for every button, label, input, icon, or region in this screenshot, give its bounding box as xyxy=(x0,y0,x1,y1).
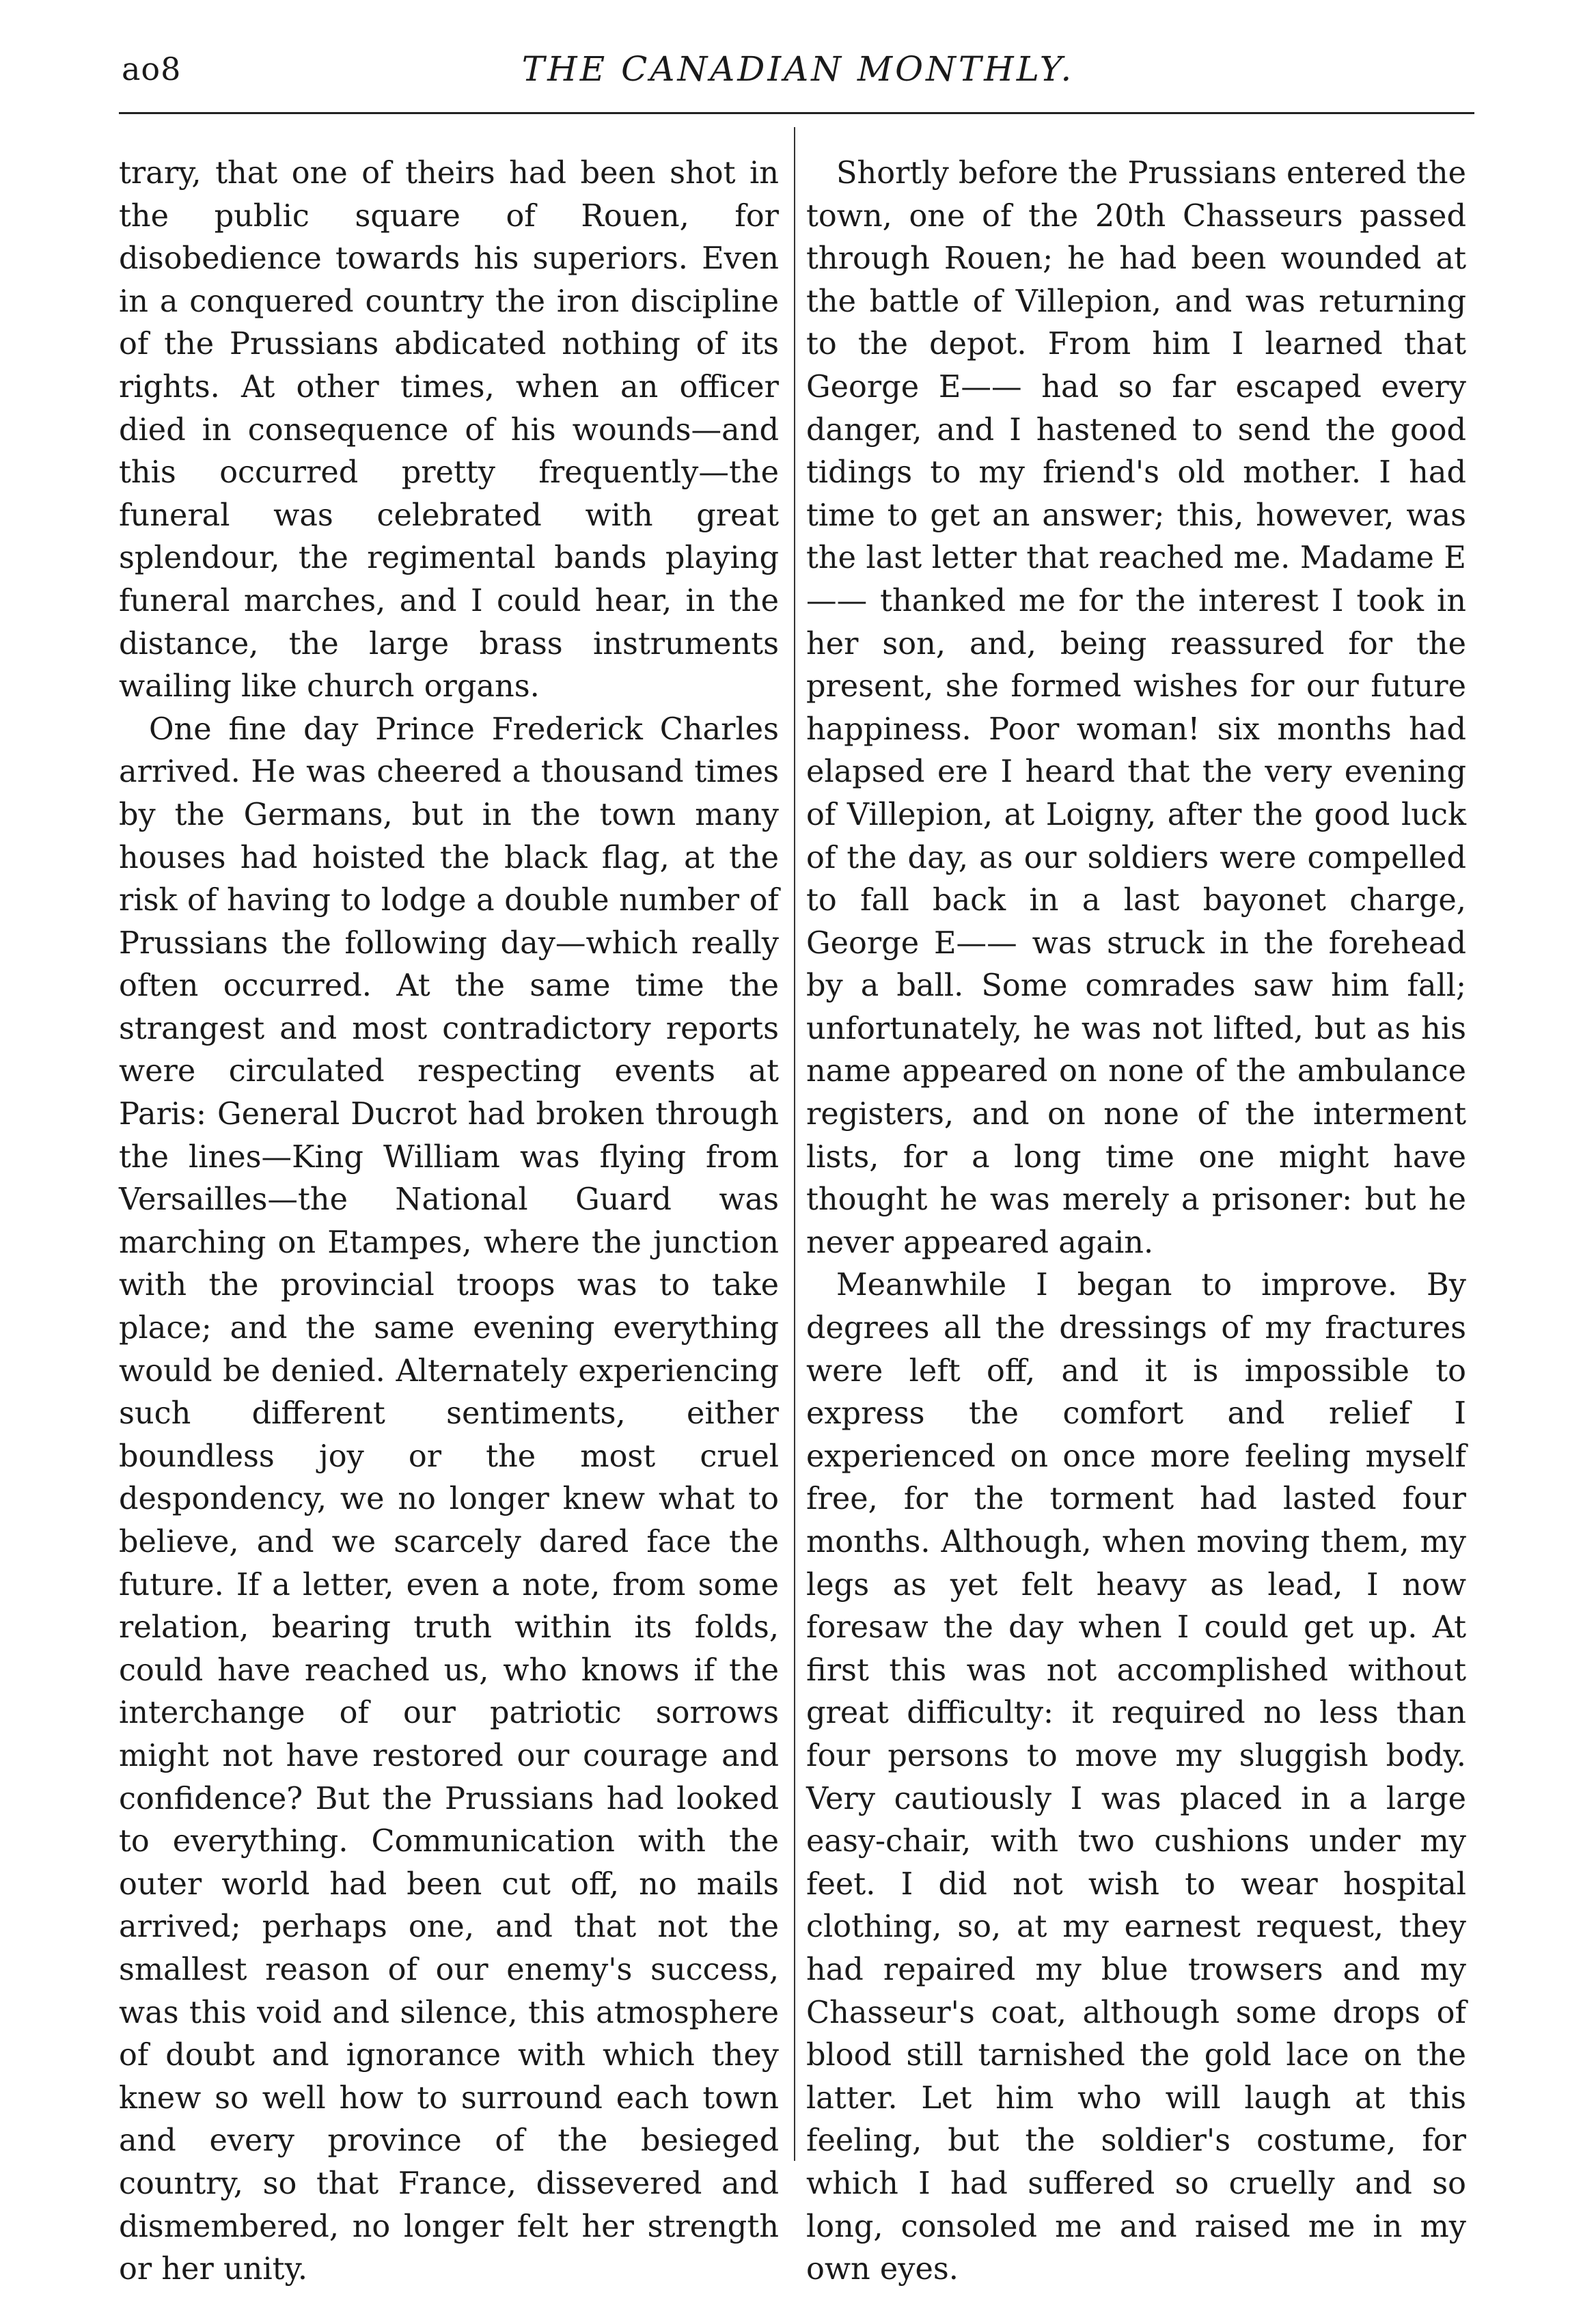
page-number: аo8 xyxy=(122,51,182,87)
paragraph: One fine day Prince Frederick Charles arrived. He was cheered a thousand times by the Germans, but in the town many houses had hoisted the black flag, at the risk of having to lodge a double number of Prussians the following day—which really often occurred. At the same time the strangest and most contradictory reports were circulated respecting events at Paris: General Ducrot had broken through the lines—King William was flying from Versailles—the National Guard was marching on Etampes, where the junction with the provincial troops was to take place; and the same evening everything would be denied. Alternately experiencing such different sentiments, either boundless joy or the most cruel despondency, we no longer knew what to believe, and we scarcely dared face the future. If a letter, even a note, from some relation, bearing truth within its folds, could have reached us, who knows if the interchange of our patriotic sorrows might not have restored our courage and confidence? But the Prussians had looked to everything. Communication with the outer world had been cut off, no mails arrived; perhaps one, and that not the smallest reason of our enemy's success, was this void and silence, this atmosphere of doubt and ignorance with which they knew so well how to surround each town and every province of the besieged country, so that France, dissevered and dismembered, no longer felt her strength or her unity. xyxy=(119,711,779,2287)
right-column xyxy=(806,152,1466,2291)
header-rule xyxy=(119,112,1474,114)
left-column xyxy=(119,152,779,2291)
running-head: THE CANADIAN MONTHLY. xyxy=(521,49,1075,89)
paragraph: trary, that one of theirs had been shot in the public square of Rouen, for disobedience towards his superiors. Even in a conquered country the iron discipline of the Prussians abdicated nothing of its rights. At other times, when an officer died in consequence of his wounds—and this occurred pretty frequently—the funeral was celebrated with great splendour, the regimental bands playing funeral marches, and I could hear, in the distance, the large brass instruments wailing like church organs. xyxy=(119,155,779,705)
column-divider xyxy=(794,127,795,2161)
paragraph: Meanwhile I began to improve. By degrees all the dressings of my fractures were left off, and it is impossible to express the comfort and relief I experienced on once more feeling myself free, for the torment had lasted four months. Although, when moving them, my legs as yet felt heavy as lead, I now foresaw the day when I could get up. At first this was not accomplished without great difficulty: it required no less than four persons to move my sluggish body. Very cautiously I was placed in a large easy-chair, with two cushions under my feet. I did not wish to wear hospital clothing, so, at my earnest request, they had repaired my blue trowsers and my Chasseur's coat, although some drops of blood still tarnished the gold lace on the latter. Let him who will laugh at this feeling, but the soldier's costume, for which I had suffered so cruelly and so long, consoled me and raised me in my own eyes. xyxy=(806,1267,1466,2287)
paragraph: Shortly before the Prussians entered the town, one of the 20th Chasseurs passed through Rouen; he had been wounded at the battle of Villepion, and was returning to the depot. From him I learned that George E—— had so far escaped every danger, and I hastened to send the good tidings to my friend's old mother. I had time to get an answer; this, however, was the last letter that reached me. Madame E—— thanked me for the interest I took in her son, and, being reassured for the present, she formed wishes for our future happiness. Poor woman! six months had elapsed ere I heard that the very evening of Villepion, at Loigny, after the good luck of the day, as our soldiers were compelled to fall back in a last bayonet charge, George E—— was struck in the forehead by a ball. Some comrades saw him fall; unfortunately, he was not lifted, but as his name appeared on none of the ambulance registers, and on none of the interment lists, for a long time one might have thought he was merely a prisoner: but he never appeared again. xyxy=(806,155,1466,1260)
